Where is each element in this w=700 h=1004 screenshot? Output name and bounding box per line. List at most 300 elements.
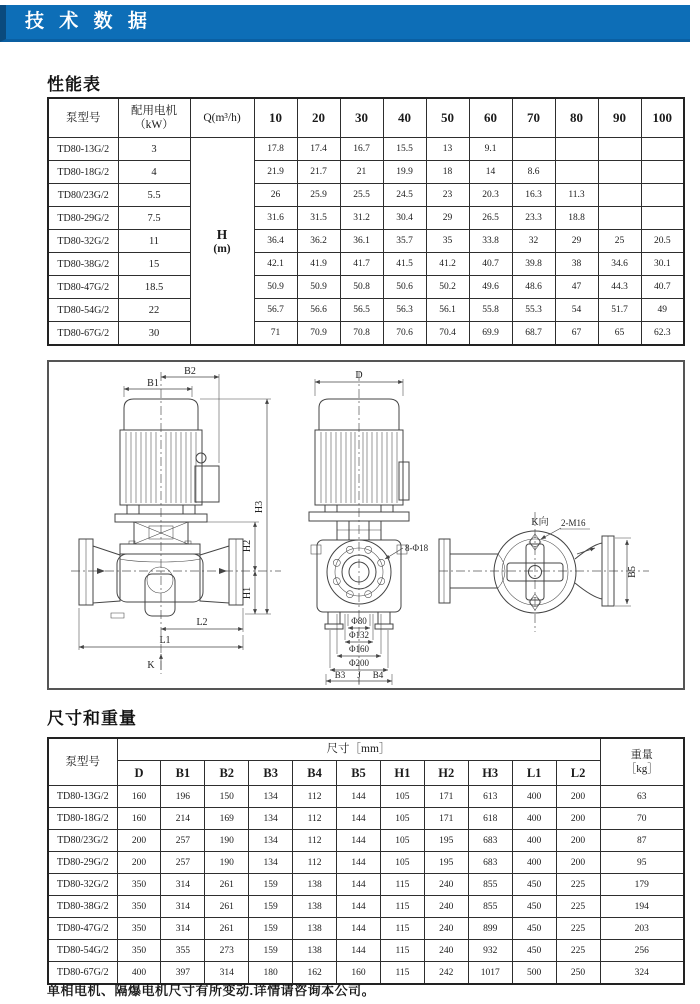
head-value-cell: 20.5 (641, 230, 684, 253)
head-value-cell (598, 184, 641, 207)
dimension-value-cell: 195 (424, 830, 468, 852)
dimension-value-cell: 160 (117, 786, 161, 808)
dimension-value-cell: 115 (380, 896, 424, 918)
dimension-value-cell: 242 (424, 962, 468, 985)
pump-outline-drawing (47, 360, 685, 690)
head-value-cell: 17.8 (254, 138, 297, 161)
dim-label-phi160: Φ160 (348, 644, 370, 654)
col-header-size-group: 尺寸［mm］ (117, 738, 600, 761)
dimension-value-cell: 200 (556, 852, 600, 874)
head-value-cell: 18.8 (555, 207, 598, 230)
dimension-value-cell: 261 (205, 896, 249, 918)
head-value-cell: 38 (555, 253, 598, 276)
weight-value-cell: 87 (600, 830, 684, 852)
motor-kw-cell: 11 (118, 230, 190, 253)
dimension-value-cell: 200 (117, 852, 161, 874)
head-value-cell: 40.7 (641, 276, 684, 299)
head-value-cell: 21.7 (297, 161, 340, 184)
head-value-cell: 36.2 (297, 230, 340, 253)
dimensions-row (48, 940, 684, 962)
dimension-value-cell: 350 (117, 896, 161, 918)
dimension-value-cell: 115 (380, 918, 424, 940)
performance-header-row (48, 98, 684, 138)
head-value-cell: 29 (426, 207, 469, 230)
dimension-value-cell: 350 (117, 918, 161, 940)
dimension-value-cell: 134 (249, 852, 293, 874)
dim-header-cell: B2 (205, 761, 249, 786)
dim-label-phi200: Φ200 (348, 658, 370, 668)
col-header-model: 泵型号 (48, 738, 117, 786)
head-value-cell: 56.1 (426, 299, 469, 322)
weight-value-cell: 70 (600, 808, 684, 830)
pump-model-cell: TD80/23G/2 (48, 830, 117, 852)
head-value-cell: 23 (426, 184, 469, 207)
head-value-cell: 39.8 (512, 253, 555, 276)
dim-label-b4: B4 (372, 670, 384, 680)
dimension-value-cell: 240 (424, 940, 468, 962)
performance-row (48, 161, 684, 184)
dimension-value-cell: 144 (337, 918, 381, 940)
dimension-value-cell: 105 (380, 786, 424, 808)
dimension-value-cell: 171 (424, 786, 468, 808)
dimension-value-cell: 397 (161, 962, 205, 985)
head-unit-line2: (m) (213, 243, 231, 255)
dimensions-row (48, 874, 684, 896)
head-value-cell: 70.6 (383, 322, 426, 346)
head-value-cell: 21 (340, 161, 383, 184)
dimension-value-cell: 160 (117, 808, 161, 830)
head-value-cell: 8.6 (512, 161, 555, 184)
head-value-cell: 31.5 (297, 207, 340, 230)
head-value-cell: 49 (641, 299, 684, 322)
dimension-value-cell: 144 (337, 896, 381, 918)
head-value-cell (641, 138, 684, 161)
weight-value-cell: 63 (600, 786, 684, 808)
dimension-value-cell: 225 (556, 896, 600, 918)
head-value-cell: 32 (512, 230, 555, 253)
pump-model-cell: TD80-18G/2 (48, 808, 117, 830)
head-value-cell: 70.8 (340, 322, 383, 346)
pump-model-cell: TD80-18G/2 (48, 161, 118, 184)
dimension-value-cell: 250 (556, 962, 600, 985)
dim-header-cell: B1 (161, 761, 205, 786)
head-value-cell: 41.9 (297, 253, 340, 276)
dim-header-cell: H2 (424, 761, 468, 786)
dimension-value-cell: 150 (205, 786, 249, 808)
head-value-cell: 36.4 (254, 230, 297, 253)
dim-label-j: J (357, 670, 361, 680)
lifting-lug (196, 453, 206, 463)
head-value-cell: 17.4 (297, 138, 340, 161)
pump-model-cell: TD80-47G/2 (48, 276, 118, 299)
head-value-cell: 51.7 (598, 299, 641, 322)
head-unit-cell (190, 138, 254, 346)
head-value-cell (641, 184, 684, 207)
dimension-value-cell: 112 (293, 830, 337, 852)
dimension-value-cell: 159 (249, 940, 293, 962)
dimension-value-cell: 144 (337, 830, 381, 852)
head-value-cell: 56.6 (297, 299, 340, 322)
dimension-value-cell: 273 (205, 940, 249, 962)
head-value-cell: 29 (555, 230, 598, 253)
dimension-value-cell: 225 (556, 874, 600, 896)
head-value-cell: 50.9 (254, 276, 297, 299)
head-value-cell: 26.5 (469, 207, 512, 230)
head-value-cell: 11.3 (555, 184, 598, 207)
head-value-cell (641, 207, 684, 230)
weight-value-cell: 179 (600, 874, 684, 896)
dimension-value-cell: 134 (249, 786, 293, 808)
head-value-cell: 25 (598, 230, 641, 253)
dimension-value-cell: 144 (337, 940, 381, 962)
dimension-value-cell: 138 (293, 896, 337, 918)
dimension-value-cell: 400 (512, 852, 556, 874)
pump-model-cell: TD80-47G/2 (48, 918, 117, 940)
dimension-value-cell: 257 (161, 830, 205, 852)
pump-model-cell: TD80-54G/2 (48, 940, 117, 962)
dim-label-d: D (355, 370, 363, 381)
dim-label-b3: B3 (334, 670, 346, 680)
dimension-value-cell: 400 (512, 830, 556, 852)
weight-value-cell: 203 (600, 918, 684, 940)
head-value-cell: 41.7 (340, 253, 383, 276)
head-value-cell: 19.9 (383, 161, 426, 184)
head-value-cell: 18 (426, 161, 469, 184)
dimensions-row (48, 808, 684, 830)
motor-kw-cell: 30 (118, 322, 190, 346)
head-value-cell: 41.2 (426, 253, 469, 276)
dimension-value-cell: 683 (468, 852, 512, 874)
flow-header-cell: 40 (383, 98, 426, 138)
performance-section-title: 性能表 (47, 75, 101, 94)
pump-model-cell: TD80/23G/2 (48, 184, 118, 207)
dim-label-phi132: Φ132 (348, 630, 370, 640)
col-header-weight-line2: ［kg］ (625, 763, 659, 775)
dimension-value-cell: 105 (380, 808, 424, 830)
motor-kw-cell: 7.5 (118, 207, 190, 230)
head-value-cell: 54 (555, 299, 598, 322)
head-value-cell (641, 161, 684, 184)
head-value-cell: 42.1 (254, 253, 297, 276)
col-header-model: 泵型号 (48, 98, 118, 138)
dimension-value-cell: 350 (117, 940, 161, 962)
weight-value-cell: 256 (600, 940, 684, 962)
dimension-value-cell: 314 (205, 962, 249, 985)
dimension-value-cell: 314 (161, 918, 205, 940)
col-header-weight (600, 738, 684, 786)
head-value-cell: 50.9 (297, 276, 340, 299)
flow-header-cell: 80 (555, 98, 598, 138)
pump-model-cell: TD80-54G/2 (48, 299, 118, 322)
performance-row (48, 230, 684, 253)
dimension-value-cell: 195 (424, 852, 468, 874)
dimension-value-cell: 200 (556, 808, 600, 830)
dimension-value-cell: 115 (380, 962, 424, 985)
head-value-cell: 34.6 (598, 253, 641, 276)
head-value-cell: 16.3 (512, 184, 555, 207)
dimension-value-cell: 105 (380, 852, 424, 874)
dimension-value-cell: 190 (205, 830, 249, 852)
dimension-value-cell: 855 (468, 896, 512, 918)
dimension-value-cell: 115 (380, 874, 424, 896)
head-value-cell: 49.6 (469, 276, 512, 299)
head-value-cell: 56.5 (340, 299, 383, 322)
head-value-cell: 55.8 (469, 299, 512, 322)
dimension-value-cell: 350 (117, 874, 161, 896)
head-value-cell: 20.3 (469, 184, 512, 207)
dimension-value-cell: 613 (468, 786, 512, 808)
dimension-value-cell: 162 (293, 962, 337, 985)
dim-label-l2: L2 (196, 617, 208, 628)
head-value-cell: 56.7 (254, 299, 297, 322)
dimension-value-cell: 1017 (468, 962, 512, 985)
dimension-value-cell: 200 (556, 830, 600, 852)
head-value-cell: 26 (254, 184, 297, 207)
front-view (309, 370, 429, 685)
dim-label-bolt-circle: 8-Φ18 (405, 543, 429, 553)
head-value-cell: 69.9 (469, 322, 512, 346)
dimension-value-cell: 112 (293, 786, 337, 808)
dimension-value-cell: 200 (117, 830, 161, 852)
dimension-value-cell: 450 (512, 918, 556, 940)
head-value-cell: 71 (254, 322, 297, 346)
dimension-value-cell: 240 (424, 918, 468, 940)
dimension-value-cell: 450 (512, 940, 556, 962)
head-value-cell: 33.8 (469, 230, 512, 253)
dimension-value-cell: 240 (424, 896, 468, 918)
dimension-value-cell: 932 (468, 940, 512, 962)
dim-label-b5: B5 (627, 566, 638, 578)
head-value-cell: 70.4 (426, 322, 469, 346)
head-value-cell: 67 (555, 322, 598, 346)
dimension-value-cell: 196 (161, 786, 205, 808)
dimensions-row (48, 786, 684, 808)
motor-kw-cell: 15 (118, 253, 190, 276)
dimension-value-cell: 214 (161, 808, 205, 830)
dimension-value-cell: 240 (424, 874, 468, 896)
head-value-cell (598, 207, 641, 230)
k-direction-view (439, 512, 649, 632)
pump-drawing-svg (49, 362, 683, 688)
col-header-motor (118, 98, 190, 138)
pump-model-cell: TD80-13G/2 (48, 138, 118, 161)
performance-row (48, 322, 684, 346)
head-value-cell: 55.3 (512, 299, 555, 322)
pump-model-cell: TD80-67G/2 (48, 962, 117, 985)
performance-row (48, 138, 684, 161)
dim-header-cell: H3 (468, 761, 512, 786)
dimension-value-cell: 134 (249, 808, 293, 830)
dimension-value-cell: 314 (161, 896, 205, 918)
pump-model-cell: TD80-32G/2 (48, 230, 118, 253)
dimension-value-cell: 500 (512, 962, 556, 985)
motor-kw-cell: 22 (118, 299, 190, 322)
dimension-value-cell: 190 (205, 852, 249, 874)
head-value-cell (555, 138, 598, 161)
dimension-value-cell: 225 (556, 918, 600, 940)
pump-model-cell: TD80-13G/2 (48, 786, 117, 808)
head-value-cell: 23.3 (512, 207, 555, 230)
dimensions-table (47, 737, 685, 985)
head-value-cell: 24.5 (383, 184, 426, 207)
pump-model-cell: TD80-32G/2 (48, 874, 117, 896)
pump-model-cell: TD80-38G/2 (48, 253, 118, 276)
page-title: 技 术 数 据 (25, 11, 152, 32)
head-value-cell: 14 (469, 161, 512, 184)
col-header-motor-line2: （kW） (134, 119, 174, 131)
dimension-value-cell: 314 (161, 874, 205, 896)
dimensions-row (48, 830, 684, 852)
dimension-value-cell: 112 (293, 808, 337, 830)
col-header-weight-line1: 重量 (630, 748, 653, 761)
head-value-cell: 40.7 (469, 253, 512, 276)
dimension-value-cell: 261 (205, 918, 249, 940)
dimension-value-cell: 225 (556, 940, 600, 962)
dimension-value-cell: 115 (380, 940, 424, 962)
flow-header-cell: 30 (340, 98, 383, 138)
dimension-value-cell: 257 (161, 852, 205, 874)
dimension-value-cell: 159 (249, 874, 293, 896)
dimension-value-cell: 160 (337, 962, 381, 985)
motor-kw-cell: 4 (118, 161, 190, 184)
weight-value-cell: 194 (600, 896, 684, 918)
dim-header-cell: D (117, 761, 161, 786)
dim-label-b1: B1 (147, 378, 159, 389)
dimension-value-cell: 138 (293, 918, 337, 940)
dim-label-l1: L1 (159, 635, 171, 646)
dim-header-cell: L2 (556, 761, 600, 786)
flow-header-cell: 100 (641, 98, 684, 138)
footer-note: 单相电机、隔爆电机尺寸有所变动.详情请咨询本公司。 (47, 983, 376, 998)
dimensions-row (48, 918, 684, 940)
dimension-value-cell: 400 (117, 962, 161, 985)
performance-body (48, 138, 684, 346)
flow-header-cell: 10 (254, 98, 297, 138)
head-value-cell: 25.9 (297, 184, 340, 207)
head-value-cell: 44.3 (598, 276, 641, 299)
dimension-value-cell: 112 (293, 852, 337, 874)
dimension-value-cell: 683 (468, 830, 512, 852)
head-value-cell: 15.5 (383, 138, 426, 161)
head-value-cell: 48.6 (512, 276, 555, 299)
head-value-cell: 70.9 (297, 322, 340, 346)
flow-header-cell: 50 (426, 98, 469, 138)
dimensions-row (48, 852, 684, 874)
pump-model-cell: TD80-29G/2 (48, 852, 117, 874)
dim-label-k: K (147, 660, 155, 671)
dimension-value-cell: 169 (205, 808, 249, 830)
dimension-value-cell: 138 (293, 940, 337, 962)
dim-label-h2: H2 (242, 539, 253, 553)
dim-header-cell: B3 (249, 761, 293, 786)
head-value-cell: 30.1 (641, 253, 684, 276)
head-value-cell (512, 138, 555, 161)
head-value-cell: 36.1 (340, 230, 383, 253)
head-value-cell (598, 138, 641, 161)
dim-header-cell: L1 (512, 761, 556, 786)
dimension-value-cell: 450 (512, 874, 556, 896)
head-value-cell: 41.5 (383, 253, 426, 276)
head-value-cell: 35.7 (383, 230, 426, 253)
col-header-flow: Q(m³/h) (190, 98, 254, 138)
dim-header-cell: B4 (293, 761, 337, 786)
performance-row (48, 207, 684, 230)
dimension-value-cell: 355 (161, 940, 205, 962)
motor-kw-cell: 5.5 (118, 184, 190, 207)
head-value-cell: 9.1 (469, 138, 512, 161)
head-value-cell: 31.2 (340, 207, 383, 230)
dimension-value-cell: 159 (249, 896, 293, 918)
dimension-value-cell: 450 (512, 896, 556, 918)
flow-header-cell: 70 (512, 98, 555, 138)
head-value-cell: 68.7 (512, 322, 555, 346)
head-value-cell: 31.6 (254, 207, 297, 230)
flow-header-cell: 90 (598, 98, 641, 138)
performance-row (48, 184, 684, 207)
head-value-cell: 56.3 (383, 299, 426, 322)
dimension-value-cell: 400 (512, 786, 556, 808)
head-value-cell: 50.6 (383, 276, 426, 299)
dimension-value-cell: 138 (293, 874, 337, 896)
dimension-value-cell: 105 (380, 830, 424, 852)
head-value-cell (598, 161, 641, 184)
performance-table (47, 97, 685, 346)
motor-kw-cell: 18.5 (118, 276, 190, 299)
performance-row (48, 276, 684, 299)
dimensions-header-row2 (48, 761, 684, 786)
flow-header-cell: 60 (469, 98, 512, 138)
dimension-value-cell: 144 (337, 808, 381, 830)
dimension-value-cell: 159 (249, 918, 293, 940)
head-value-cell: 25.5 (340, 184, 383, 207)
head-value-cell: 50.8 (340, 276, 383, 299)
performance-row (48, 253, 684, 276)
pump-model-cell: TD80-67G/2 (48, 322, 118, 346)
dimensions-header-row1 (48, 738, 684, 761)
dimension-value-cell: 144 (337, 852, 381, 874)
pump-model-cell: TD80-38G/2 (48, 896, 117, 918)
head-value-cell: 35 (426, 230, 469, 253)
flow-header-cell: 20 (297, 98, 340, 138)
weight-value-cell: 95 (600, 852, 684, 874)
head-value-cell: 30.4 (383, 207, 426, 230)
dimension-value-cell: 261 (205, 874, 249, 896)
head-value-cell: 13 (426, 138, 469, 161)
pump-model-cell: TD80-29G/2 (48, 207, 118, 230)
dimension-value-cell: 144 (337, 786, 381, 808)
dim-header-cell: B5 (337, 761, 381, 786)
dimension-value-cell: 171 (424, 808, 468, 830)
dim-label-m16: 2-M16 (561, 518, 586, 528)
dimension-value-cell: 134 (249, 830, 293, 852)
dimension-value-cell: 200 (556, 786, 600, 808)
head-value-cell (555, 161, 598, 184)
dim-label-phi80: Φ80 (351, 616, 367, 626)
dimensions-body (48, 786, 684, 985)
dimension-value-cell: 855 (468, 874, 512, 896)
head-value-cell: 50.2 (426, 276, 469, 299)
view-label-k: K向 (531, 517, 549, 528)
dimension-value-cell: 618 (468, 808, 512, 830)
dimension-value-cell: 144 (337, 874, 381, 896)
dimension-value-cell: 180 (249, 962, 293, 985)
dim-label-h1: H1 (242, 586, 253, 600)
dimensions-row (48, 896, 684, 918)
head-unit-line1: H (216, 227, 228, 242)
terminal-box (195, 466, 219, 502)
side-view (71, 366, 281, 674)
head-value-cell: 21.9 (254, 161, 297, 184)
